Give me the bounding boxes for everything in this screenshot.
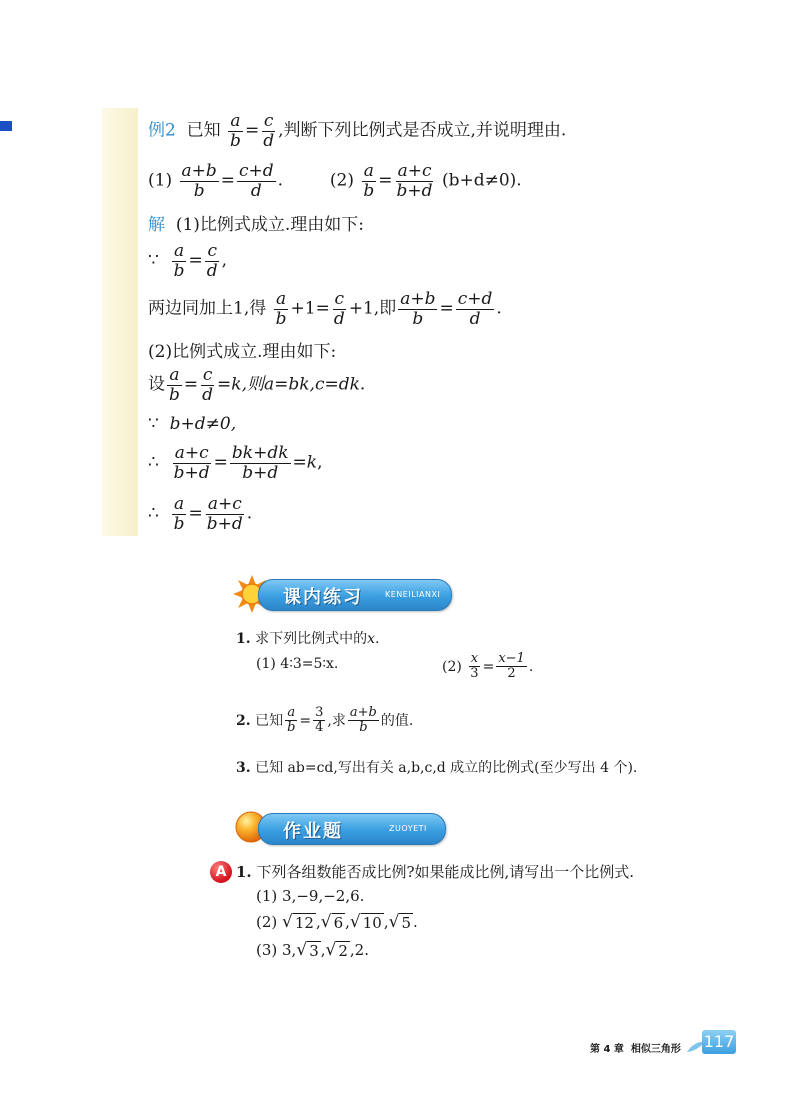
practice-q3-num: 3. xyxy=(236,760,251,776)
practice-q1a-label: (1) xyxy=(256,656,276,672)
given-fraction-right: $\frac{c}{d}$ xyxy=(263,111,275,151)
homework-item-b: (2) √ 12 , √ 6 , √ 10 , √ 5 . xyxy=(256,912,418,932)
example-intro-suffix: ,判断下列比例式是否成立,并说明理由. xyxy=(278,120,567,141)
homework-subtitle: ZUOYETI xyxy=(389,824,427,833)
therefore-line-2: ∴ $\frac{a}{b}$ = $\frac{a+c}{b+d}$ . xyxy=(148,494,253,534)
practice-banner xyxy=(236,578,452,610)
practice-q1: 1. 求下列比例式中的x. xyxy=(236,631,380,647)
edge-marker xyxy=(0,121,12,131)
example-parts: (1) $\frac{a+b}{b}$ = $\frac{c+d}{d}$ . (2) $\frac{a}{b}$ = $\frac{a+c}{b+d}$ (b+d≠0). xyxy=(148,161,522,201)
therefore-symbol-2: ∴ xyxy=(148,503,159,524)
practice-q2: 2. 已知 $\frac{a}{b}$ = $\frac{3}{4}$ ,求 $\frac{a+b}{b}$ 的值. xyxy=(236,705,414,736)
practice-q2-prefix: 已知 xyxy=(255,712,284,729)
homework-item-c-label: (3) xyxy=(256,941,278,959)
practice-q1-num: 1. xyxy=(236,631,251,647)
homework-item-a xyxy=(256,887,364,905)
practice-subtitle: KENEILIANXI xyxy=(385,590,441,599)
practice-q1-var: x xyxy=(367,631,375,647)
add-one-prefix: 两边同加上1,得 xyxy=(148,298,267,319)
homework-banner xyxy=(236,812,446,844)
nonzero-text: b+d≠0, xyxy=(169,414,237,434)
therefore-line-1: ∴ $\frac{a+c}{b+d}$ = $\frac{bk+dk}{b+d}$ =k, xyxy=(148,443,323,483)
practice-title: 课内练习 xyxy=(283,587,363,608)
level-a-badge xyxy=(210,861,232,883)
because-line-1: ∵ $\frac{a}{b}$ = $\frac{c}{d}$ , xyxy=(148,241,228,281)
solution-part2-line xyxy=(148,337,336,362)
footer-chapter-title: 相似三角形 xyxy=(630,1044,681,1055)
practice-q3-text: 已知 ab=cd,写出有关 a,b,c,d 成立的比例式(至少写出 4 个). xyxy=(255,760,638,776)
homework-q1 xyxy=(236,861,634,882)
level-a-text: A xyxy=(215,864,227,880)
part1-label: (1) xyxy=(148,170,173,191)
part1-lhs: $\frac{a+b}{b}$ xyxy=(181,161,217,201)
practice-q1a-text: 4∶3=5∶x. xyxy=(280,656,339,672)
practice-q1b-label: (2) xyxy=(442,658,462,675)
therefore-symbol-1: ∴ xyxy=(148,452,159,473)
part2-condition: (b+d≠0). xyxy=(441,170,522,191)
add-one-mid: 即 xyxy=(379,298,397,319)
example-heading: 例2 已知 $\frac{a}{b}$ = $\frac{c}{d}$ ,判断下列比例式是否成立,并说明理由. xyxy=(148,111,567,151)
page-number: 117 xyxy=(703,1032,735,1051)
homework-item-c: (3) 3, √ 3 , √ 2 ,2. xyxy=(256,940,369,960)
part1-rhs: $\frac{c+d}{d}$ xyxy=(239,161,274,201)
homework-item-b-label: (2) xyxy=(256,913,278,931)
practice-q2-num: 2. xyxy=(236,712,251,729)
given-fraction-left: $\frac{a}{b}$ xyxy=(230,111,241,151)
part2-label: (2) xyxy=(329,170,354,191)
practice-q2-suffix: 的值. xyxy=(380,712,414,729)
homework-title: 作业题 xyxy=(283,821,343,842)
practice-q1-text: 求下列比例式中的 xyxy=(255,631,368,647)
solution-part2-text: (2)比例式成立.理由如下: xyxy=(148,342,337,362)
side-band xyxy=(102,108,138,536)
homework-item-a-label: (1) xyxy=(256,887,278,905)
footer-chapter: 第 4 章 xyxy=(590,1044,624,1055)
because-line-2 xyxy=(148,414,236,434)
let-suffix: =k,则a=bk,c=dk. xyxy=(217,374,366,395)
example-label: 例2 xyxy=(148,120,176,141)
because-symbol-2: ∵ xyxy=(148,414,159,434)
add-one-line: 两边同加上1,得 $\frac{a}{b}$ +1= $\frac{c}{d}$ +1,即 $\frac{a+b}{b}$ = $\frac{c+d}{d}$ . xyxy=(148,289,502,329)
let-prefix: 设 xyxy=(148,374,165,395)
homework-item-a-text: 3,−9,−2,6. xyxy=(282,887,365,905)
solution-part1-text: (1)比例式成立.理由如下: xyxy=(175,215,365,235)
homework-q1-text: 下列各组数能否成比例?如果能成比例,请写出一个比例式. xyxy=(256,863,635,881)
because-symbol: ∵ xyxy=(148,250,159,271)
solution-label: 解 xyxy=(148,215,165,235)
part2-lhs: $\frac{a}{b}$ xyxy=(363,161,375,201)
practice-q2-mid: ,求 xyxy=(327,712,346,729)
example-intro-prefix: 已知 xyxy=(186,120,221,141)
practice-q3 xyxy=(236,757,637,777)
practice-q1-parts: (1) 4∶3=5∶x. (2) $\frac{x}{3}$ = $\frac{x-1}{2}$ . xyxy=(256,651,534,682)
footer xyxy=(590,1030,740,1058)
homework-q1-num: 1. xyxy=(236,863,252,881)
page-number-box xyxy=(702,1030,736,1054)
part2-rhs: $\frac{a+c}{b+d}$ xyxy=(396,161,433,201)
let-line: 设 $\frac{a}{b}$ = $\frac{c}{d}$ =k,则a=bk,c=dk. xyxy=(148,365,366,405)
solution-header xyxy=(148,210,364,235)
